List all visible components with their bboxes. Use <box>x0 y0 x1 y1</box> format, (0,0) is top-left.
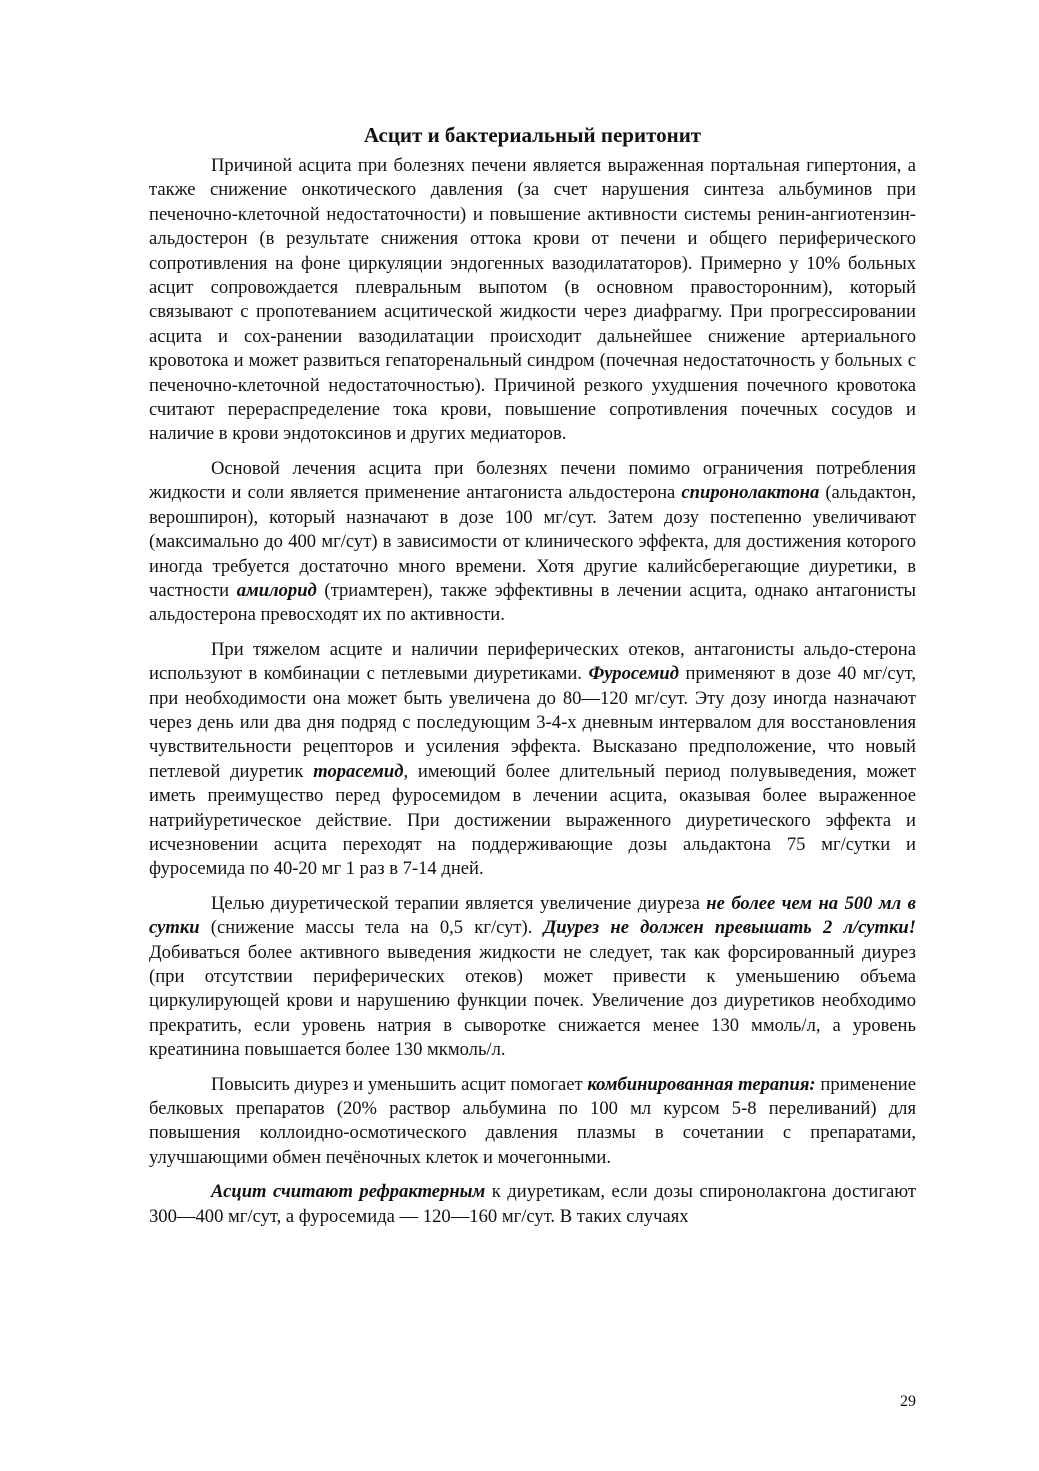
paragraph-text: (триамтерен), также эффективны в лечении асцита, однако антагонисты альдостерона превосходят их по активности. <box>149 579 917 626</box>
page-number: 29 <box>900 1393 916 1410</box>
paragraph-text: применяют в дозе 40 мг/сут, при необходимости она может быть увеличена до 80—120 мг/сут. Эту дозу иногда назначают через день или два дня подряд с последующим 3-4-х дневным интервалом для восстановления чувствительности рецепторов и усиления эффекта. Высказано предположение, что новый петлевой диуретик <box>149 663 917 782</box>
document-page <box>149 122 916 1239</box>
drug-term-torasemide: торасемид <box>313 760 404 782</box>
paragraph-text: Причиной асцита при болезнях печени является выраженная портальная гипертония, а также снижение онкотического давления (за счет нарушения синтеза альбуминов при печеночно-клеточной недостаточности) и повышение активности системы ренин-ангиотензин-альдостерон (в результате снижения оттока крови от печени и общего периферического сопротивления на фоне циркуляции эндогенных вазодилататоров). Примерно у 10% больных асцит сопровождается плевральным выпотом (в основном правосторонним), который связывают с пропотеванием асцитической жидкости через диафрагму. При прогрессировании асцита и сох-ранении вазодилатации происходит дальнейшее снижение артериального кровотока и может развиться гепаторенальный синдром (почечная недостаточность у больных с печеночно-клеточной недостаточностью). Причиной резкого ухудшения почечного кровотока считают перераспределение тока крови, повышение сопротивления почечных сосудов и наличие в крови эндотоксинов и других медиаторов. <box>149 155 916 445</box>
paragraph-text: Добиваться более активного выведения жидкости не следует, так как форсированный диурез (при отсутствии периферических отеков) может привести к уменьшению объема циркулирующей крови и нарушению функции почек. Увеличение доз диуретиков необходимо прекратить, если уровень натрия в сыворотке снижается менее 130 ммоль/л, а уровень креатинина повышается более 130 мкмоль/л. <box>149 941 916 1061</box>
paragraph-text: Целью диуретической терапии является увеличение диуреза <box>211 892 707 914</box>
paragraph-loop-diuretics <box>149 638 916 882</box>
paragraph-text: При тяжелом асците и наличии периферических отеков, антагонисты альдо-стерона используют в комбинации с петлевыми диуретиками. <box>149 638 916 685</box>
paragraph-diuretic-goal <box>149 892 916 1063</box>
drug-term-furosemide: Фуросемид <box>588 663 679 685</box>
paragraph-combined-therapy <box>149 1073 916 1171</box>
paragraph-ascites-causes <box>149 154 916 447</box>
emphasis-diuresis-warning: Диурез не должен превышать 2 л/сутки! <box>543 917 916 939</box>
paragraph-text: (альдактон, верошпирон), который назначают в дозе 100 мг/сут. Затем дозу постепенно увеличивают (максимально до 400 мг/сут) в зависимости от клинического эффекта, для достижения которого иногда требуется достаточно много времени. Хотя другие калийсберегающие диуретики, в частности <box>149 482 916 601</box>
drug-term-amiloride: амилорид <box>236 579 317 601</box>
paragraph-text: (снижение массы тела на 0,5 кг/сут). <box>199 917 544 939</box>
paragraph-ascites-treatment <box>149 457 916 628</box>
emphasis-combined-therapy: комбинированная терапия: <box>587 1073 816 1095</box>
paragraph-text: , имеющий более длительный период полувыведения, может иметь преимущество перед фуросемидом в лечении асцита, оказывая более выраженное натрийуретическое действие. При достижении выраженного диуретического эффекта и исчезновении асцита переходят на поддерживающие дозы альдактона 75 мг/сутки и фуросемида по 40-20 мг 1 раз в 7-14 дней. <box>149 760 916 880</box>
drug-term-spironolactone: спиронолактона <box>681 482 820 504</box>
paragraph-refractory-ascites <box>149 1180 916 1229</box>
paragraph-text: применение белковых препаратов (20% раствор альбумина по 100 мл курсом 5-8 переливаний) для повышения коллоидно-осмотического давления плазмы в сочетании с препаратами, улучшающими обмен печёночных клеток и мочегонными. <box>149 1073 916 1168</box>
paragraph-text: Повысить диурез и уменьшить асцит помогает <box>211 1073 588 1095</box>
emphasis-diuresis-limit: не более чем на 500 мл в сутки <box>149 892 916 939</box>
paragraph-text: Основой лечения асцита при болезнях печени помимо ограничения потребления жидкости и соли является применение антагониста альдостерона <box>149 457 916 504</box>
emphasis-refractory-ascites: Асцит считают рефрактерным <box>211 1181 486 1203</box>
document-title: Асцит и бактериальный перитонит <box>363 123 702 147</box>
paragraph-text: к диуретикам, если дозы спиронолакгона достигают 300—400 мг/сут, а фуросемида — 120—160 мг/сут. В таких случаях <box>149 1181 916 1227</box>
